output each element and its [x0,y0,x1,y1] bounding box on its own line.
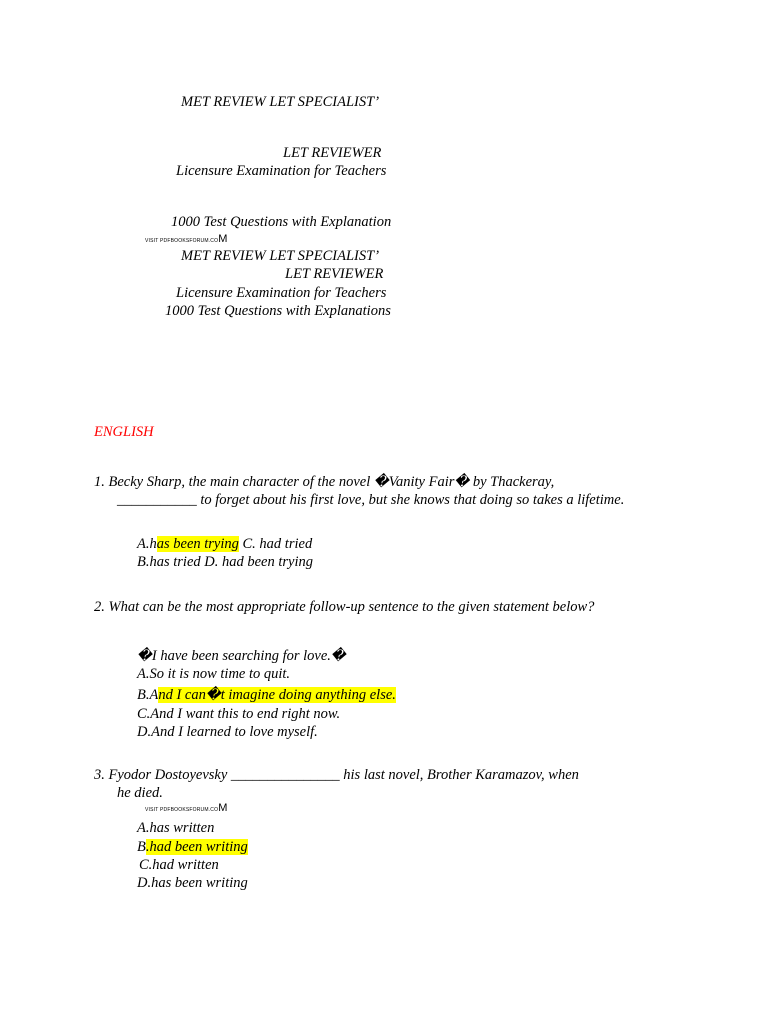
q2-option-b [137,686,396,704]
q3-option-b-prefix: B [137,839,146,855]
header-subtitle: Licensure Examination for Teachers [176,163,387,179]
q1-option-a-highlight: as been trying [156,536,239,552]
header-test-questions: 1000 Test Questions with Explanation [171,214,392,230]
q2-option-d: D.And I learned to love myself. [137,724,318,740]
header-repeat-subtitle: Licensure Examination for Teachers [176,285,387,301]
q2-option-a: A.So it is now time to quit. [137,666,291,682]
q3-option-b-highlight: .had been writing [145,839,248,855]
q2-option-c: C.And I want this to end right now. [137,706,341,722]
q3-stem-line2: he died. [117,785,163,801]
q1-option-c: C. had tried [238,536,313,552]
header-title-specialist: MET REVIEW LET SPECIALIST’ [181,94,380,110]
section-title-english: ENGLISH [94,424,154,440]
q1-options-bd: B.has tried D. had been trying [137,554,313,570]
header-repeat-reviewer: LET REVIEWER [285,266,384,282]
q3-option-a: A.has written [137,820,215,836]
q3-option-c: C.had written [139,857,219,873]
q3-option-d: D.has been writing [137,875,248,891]
q2-statement: �I have been searching for love.� [137,648,346,664]
watermark-m: M [218,233,228,245]
watermark-2-m: M [218,802,228,814]
q1-option-a-prefix: A.h [137,536,157,552]
header-repeat-specialist: MET REVIEW LET SPECIALIST’ [181,248,380,264]
watermark-text: VISIT PDFBOOKSFORUM.CO [145,238,219,244]
q3-option-b [137,838,248,856]
q2-option-b-prefix: B.A [137,687,159,703]
q2-stem: 2. What can be the most appropriate follow-up sentence to the given statement below? [94,599,595,615]
watermark [145,233,228,245]
q1-stem-line1: 1. Becky Sharp, the main character of the novel �Vanity Fair� by Thackeray, [94,474,555,490]
q1-stem-line2: ___________ to forget about his first love, but she knows that doing so takes a lifetime. [117,492,625,508]
watermark-2 [145,802,228,814]
q3-stem-line1: 3. Fyodor Dostoyevsky _______________ his last novel, Brother Karamazov, when [94,767,579,783]
header-repeat-test-questions: 1000 Test Questions with Explanations [165,303,391,319]
header-title-reviewer: LET REVIEWER [283,145,382,161]
q2-option-b-highlight: nd I can�t imagine doing anything else. [158,687,396,703]
watermark-2-text: VISIT PDFBOOKSFORUM.CO [145,807,219,813]
q1-options-ac [137,535,312,553]
